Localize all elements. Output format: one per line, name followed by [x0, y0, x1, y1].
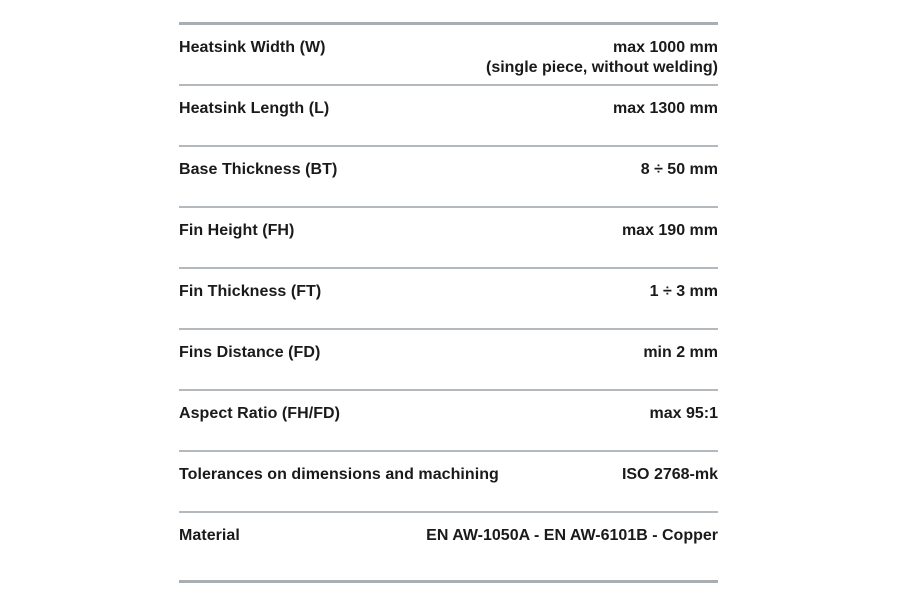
spec-label: Fin Thickness (FT): [179, 283, 322, 300]
spec-value: max 190 mm: [621, 222, 718, 239]
spec-value: max 95:1: [649, 405, 718, 422]
spec-label: Base Thickness (BT): [179, 161, 338, 178]
spec-row-tolerances: [179, 452, 718, 513]
spec-label: Heatsink Length (L): [179, 100, 330, 117]
spec-row-heatsink-length: [179, 86, 718, 147]
spec-row-heatsink-width: [179, 25, 718, 86]
spec-row-fins-distance: [179, 330, 718, 391]
bottom-rule: [179, 580, 718, 583]
spec-value: [486, 38, 718, 78]
spec-value: min 2 mm: [643, 344, 718, 361]
spec-row-material: [179, 513, 718, 580]
spec-row-fin-height: [179, 208, 718, 269]
spec-label: Fins Distance (FD): [179, 344, 321, 361]
spec-label: Fin Height (FH): [179, 222, 295, 239]
spec-value: EN AW-1050A - EN AW-6101B - Copper: [426, 527, 718, 544]
spec-table: [179, 22, 718, 583]
spec-value: 8 ÷ 50 mm: [640, 161, 718, 178]
spec-value-main: max 1000 mm: [613, 39, 718, 56]
spec-row-base-thickness: [179, 147, 718, 208]
spec-label: Material: [179, 527, 240, 544]
spec-label: Heatsink Width (W): [179, 39, 326, 56]
spec-value: 1 ÷ 3 mm: [649, 283, 718, 300]
spec-value: ISO 2768-mk: [621, 466, 718, 483]
spec-value-note: (single piece, without welding): [485, 59, 718, 76]
spec-label: Aspect Ratio (FH/FD): [179, 405, 340, 422]
spec-row-fin-thickness: [179, 269, 718, 330]
spec-row-aspect-ratio: [179, 391, 718, 452]
spec-label: Tolerances on dimensions and machining: [179, 466, 499, 483]
spec-value: max 1300 mm: [613, 100, 718, 117]
